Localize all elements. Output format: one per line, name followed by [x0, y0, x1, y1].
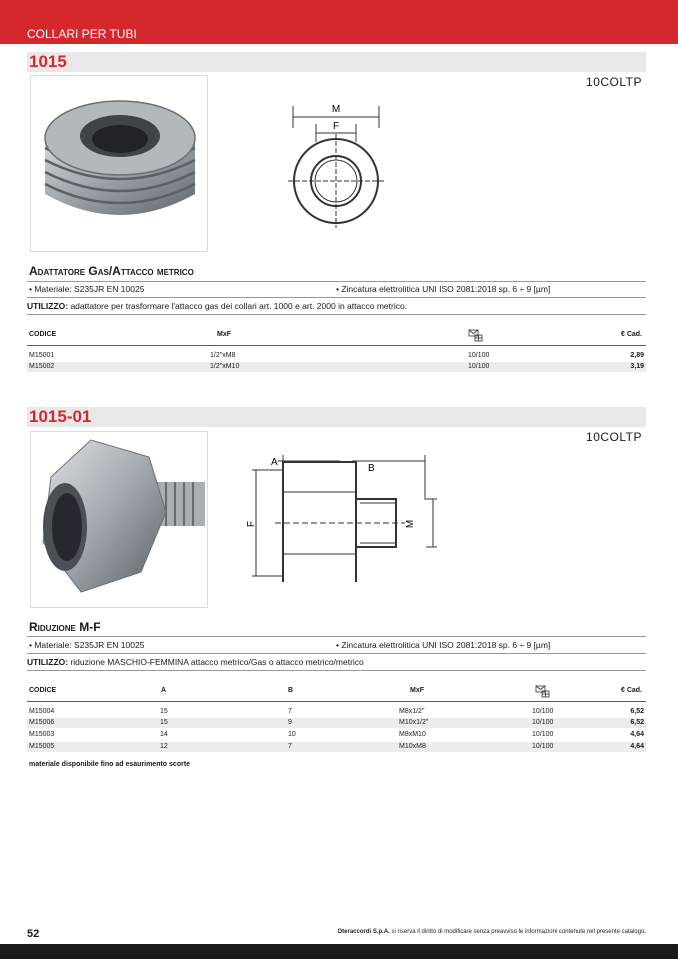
section-band-1015-01	[27, 407, 646, 427]
table-row	[27, 718, 646, 728]
spec-finish: • Zincatura elettrolitica UNI ISO 2081:2018 sp. 6 ÷ 9 [µm]	[336, 640, 551, 650]
spec-finish: • Zincatura elettrolitica UNI ISO 2081:2018 sp. 6 ÷ 9 [µm]	[336, 284, 551, 294]
stock-note: materiale disponibile fino ad esaurimento scorte	[29, 761, 191, 768]
col-header-b: B	[288, 687, 294, 694]
divider	[27, 670, 646, 671]
product-title: Adattatore Gas/Attacco metrico	[29, 264, 194, 278]
divider	[27, 653, 646, 654]
cell-price: 6,52	[630, 708, 644, 715]
cell-b: 7	[288, 743, 292, 750]
cell-price: 4,64	[630, 743, 644, 750]
cell-codice: M15004	[29, 708, 55, 715]
cell-mxf: 1/2"xM10	[210, 363, 240, 370]
cell-mxf: 1/2"xM8	[210, 352, 236, 359]
cell-pack: 10/100	[532, 708, 554, 715]
spec-material: • Materiale: S235JR EN 10025	[29, 284, 145, 294]
page-header	[0, 0, 678, 44]
technical-drawing-1015-01	[240, 452, 440, 582]
table-row	[27, 707, 646, 717]
product-photo	[30, 75, 208, 252]
cell-pack: 10/100	[532, 743, 554, 750]
table-divider	[27, 701, 646, 702]
cell-codice: M15003	[29, 731, 55, 738]
technical-drawing-1015	[280, 100, 390, 230]
family-code: 10COLTP	[586, 430, 642, 444]
page-number: 52	[27, 928, 40, 940]
dim-label-f: F	[246, 520, 257, 528]
col-header-price: € Cad.	[620, 331, 642, 338]
category-title: COLLARI PER TUBI	[27, 27, 137, 41]
usage-text: riduzione MASCHIO-FEMMINA attacco metrico/Gas o attacco metrico/metrico	[68, 657, 364, 667]
col-header-codice: CODICE	[29, 687, 57, 694]
cell-a: 12	[160, 743, 168, 750]
cell-pack: 10/100	[468, 352, 490, 359]
cell-b: 9	[288, 719, 292, 726]
product-photo	[30, 431, 208, 608]
cell-b: 10	[288, 731, 296, 738]
cell-codice: M15002	[29, 363, 55, 370]
disclaimer-text: si riserva il diritto di modificare senza preavviso le informazioni contenute nel presente catalogo.	[389, 929, 646, 935]
package-icon	[468, 328, 484, 342]
dim-label-f: F	[332, 121, 340, 132]
cell-codice: M15005	[29, 743, 55, 750]
cell-pack: 10/100	[532, 719, 554, 726]
disclaimer	[338, 929, 647, 935]
cell-price: 2,89	[630, 352, 644, 359]
divider	[27, 281, 646, 282]
cell-a: 15	[160, 708, 168, 715]
table-divider	[27, 345, 646, 346]
usage-line	[27, 657, 364, 667]
table-row	[27, 351, 646, 361]
product-number: 1015	[29, 52, 67, 71]
divider	[27, 314, 646, 315]
spec-material: • Materiale: S235JR EN 10025	[29, 640, 145, 650]
cell-b: 7	[288, 708, 292, 715]
cell-a: 14	[160, 731, 168, 738]
cell-mxf: M8x1/2"	[399, 708, 425, 715]
cell-codice: M15001	[29, 352, 55, 359]
dim-label-b: B	[368, 463, 375, 474]
company-name: Oteraccordi S.p.A.	[337, 929, 390, 935]
cell-price: 4,64	[630, 731, 644, 738]
cell-mxf: M10x1/2"	[399, 719, 429, 726]
family-code: 10COLTP	[586, 75, 642, 89]
col-header-a: A	[161, 687, 167, 694]
divider	[27, 636, 646, 637]
cell-a: 15	[160, 719, 168, 726]
cell-price: 3,19	[630, 363, 644, 370]
dim-label-m: M	[405, 519, 416, 529]
footer-bar	[0, 944, 678, 959]
usage-label: UTILIZZO:	[27, 657, 69, 667]
col-header-mxf: MxF	[217, 331, 231, 338]
package-icon	[535, 684, 551, 698]
table-row	[27, 362, 646, 372]
product-number: 1015-01	[29, 407, 92, 426]
col-header-codice: CODICE	[29, 331, 57, 338]
dim-label-a: A	[271, 457, 278, 468]
cell-price: 6,52	[630, 719, 644, 726]
dim-label-m: M	[331, 104, 341, 115]
cell-codice: M15006	[29, 719, 55, 726]
product-title: Riduzione M-F	[29, 620, 101, 634]
table-row	[27, 742, 646, 752]
usage-line	[27, 301, 407, 311]
usage-label: UTILIZZO:	[27, 301, 69, 311]
divider	[27, 297, 646, 298]
col-header-mxf: MxF	[410, 687, 424, 694]
table-row	[27, 730, 646, 740]
col-header-price: € Cad.	[620, 687, 642, 694]
cell-pack: 10/100	[532, 731, 554, 738]
cell-mxf: M8xM10	[399, 731, 426, 738]
section-band-1015	[27, 52, 646, 72]
cell-mxf: M10xM8	[399, 743, 426, 750]
cell-pack: 10/100	[468, 363, 490, 370]
usage-text: adattatore per trasformare l'attacco gas dei collari art. 1000 e art. 2000 in attacco metrico.	[68, 301, 408, 311]
